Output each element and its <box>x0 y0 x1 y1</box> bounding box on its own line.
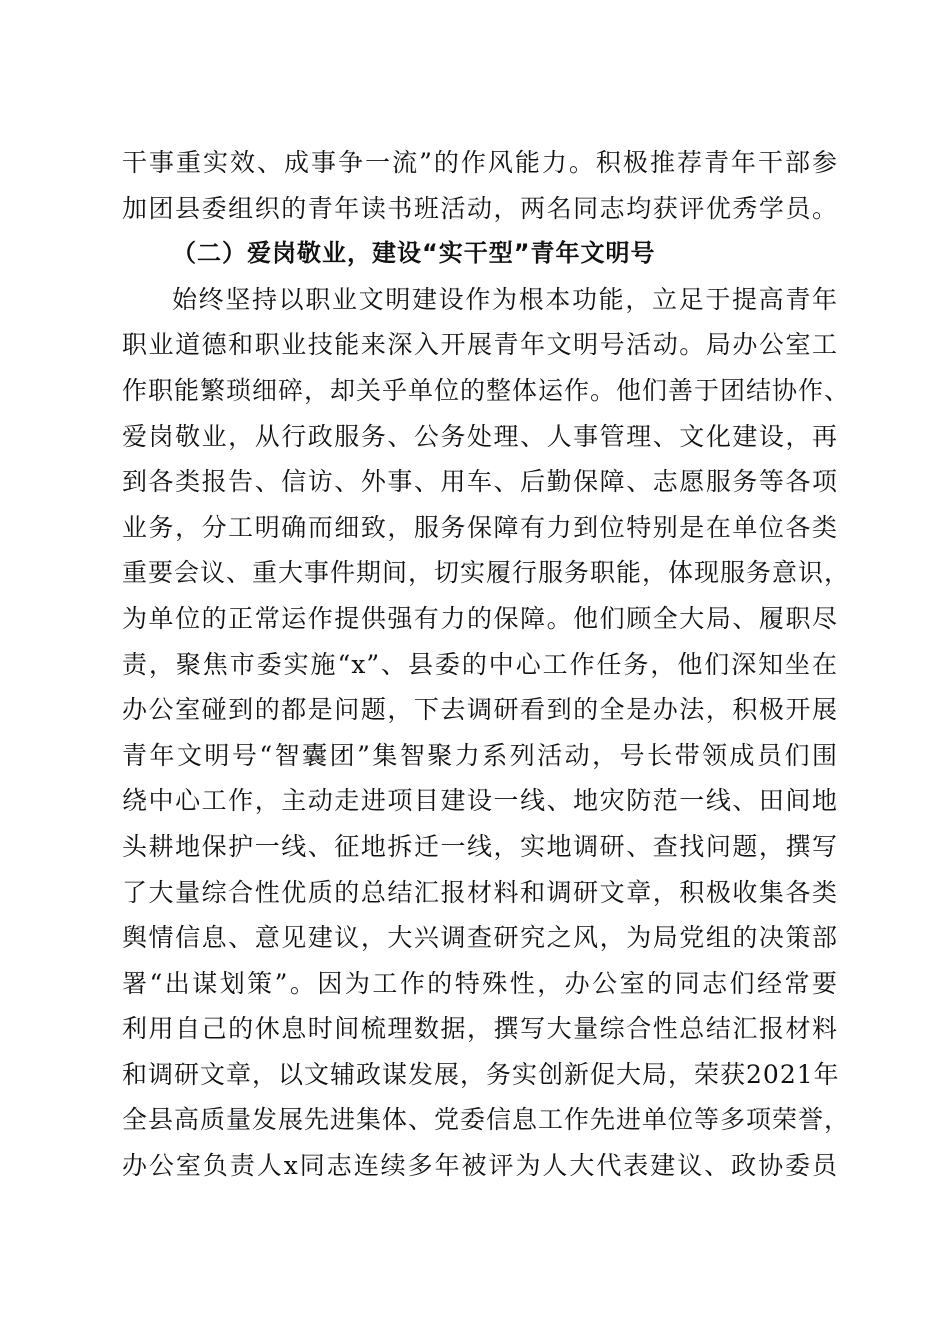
text-line: 和调研文章，以文辅政谋发展，务实创新促大局，荣获2021年 <box>122 1059 840 1089</box>
text-line: 署“出谋划策”。因为工作的特殊性，办公室的同志们经常要 <box>122 968 838 998</box>
text-line: 利用自己的休息时间梳理数据，撰写大量综合性总结汇报材料 <box>122 1014 838 1044</box>
text-line: 责，聚焦市委实施“x”、县委的中心工作任务，他们深知坐在 <box>122 649 838 679</box>
section-heading: （二）爱岗敬业，建设“实干型”青年文明号 <box>172 239 656 268</box>
text-line: 干事重实效、成事争一流”的作风能力。积极推荐青年干部参 <box>122 148 838 177</box>
text-line: 业务，分工明确而细致，服务保障有力到位特别是在单位各类 <box>122 512 838 542</box>
text-line: 办公室碰到的都是问题，下去调研看到的全是办法，积极开展 <box>122 695 838 725</box>
text-line: 了大量综合性优质的总结汇报材料和调研文章，积极收集各类 <box>122 877 838 907</box>
text-line: 爱岗敬业，从行政服务、公务处理、人事管理、文化建设，再 <box>122 421 838 451</box>
text-line: 重要会议、重大事件期间，切实履行服务职能，体现服务意识， <box>122 558 851 588</box>
text-line: 职业道德和职业技能来深入开展青年文明号活动。局办公室工 <box>122 330 838 360</box>
text-line: 加团县委组织的青年读书班活动，两名同志均获评优秀学员。 <box>122 193 838 223</box>
text-line: 舆情信息、意见建议，大兴调查研究之风，为局党组的决策部 <box>122 923 838 953</box>
text-line: 全县高质量发展先进集体、党委信息工作先进单位等多项荣誉， <box>122 1105 851 1135</box>
text-line: 头耕地保护一线、征地拆迁一线，实地调研、查找问题，撰写 <box>122 831 838 861</box>
text-line: 办公室负责人x同志连续多年被评为人大代表建议、政协委员 <box>122 1151 838 1181</box>
text-line: 为单位的正常运作提供强有力的保障。他们顾全大局、履职尽 <box>122 603 838 633</box>
text-line: 到各类报告、信访、外事、用车、后勤保障、志愿服务等各项 <box>122 467 838 497</box>
text-line: 作职能繁琐细碎，却关乎单位的整体运作。他们善于团结协作、 <box>122 375 851 405</box>
document-body <box>122 140 851 1189</box>
text-line: 绕中心工作，主动走进项目建设一线、地灾防范一线、田间地 <box>122 786 838 816</box>
paragraph-first-line: 始终坚持以职业文明建设作为根本功能，立足于提高青年 <box>172 284 838 314</box>
text-line: 青年文明号“智囊团”集智聚力系列活动，号长带领成员们围 <box>122 740 838 770</box>
